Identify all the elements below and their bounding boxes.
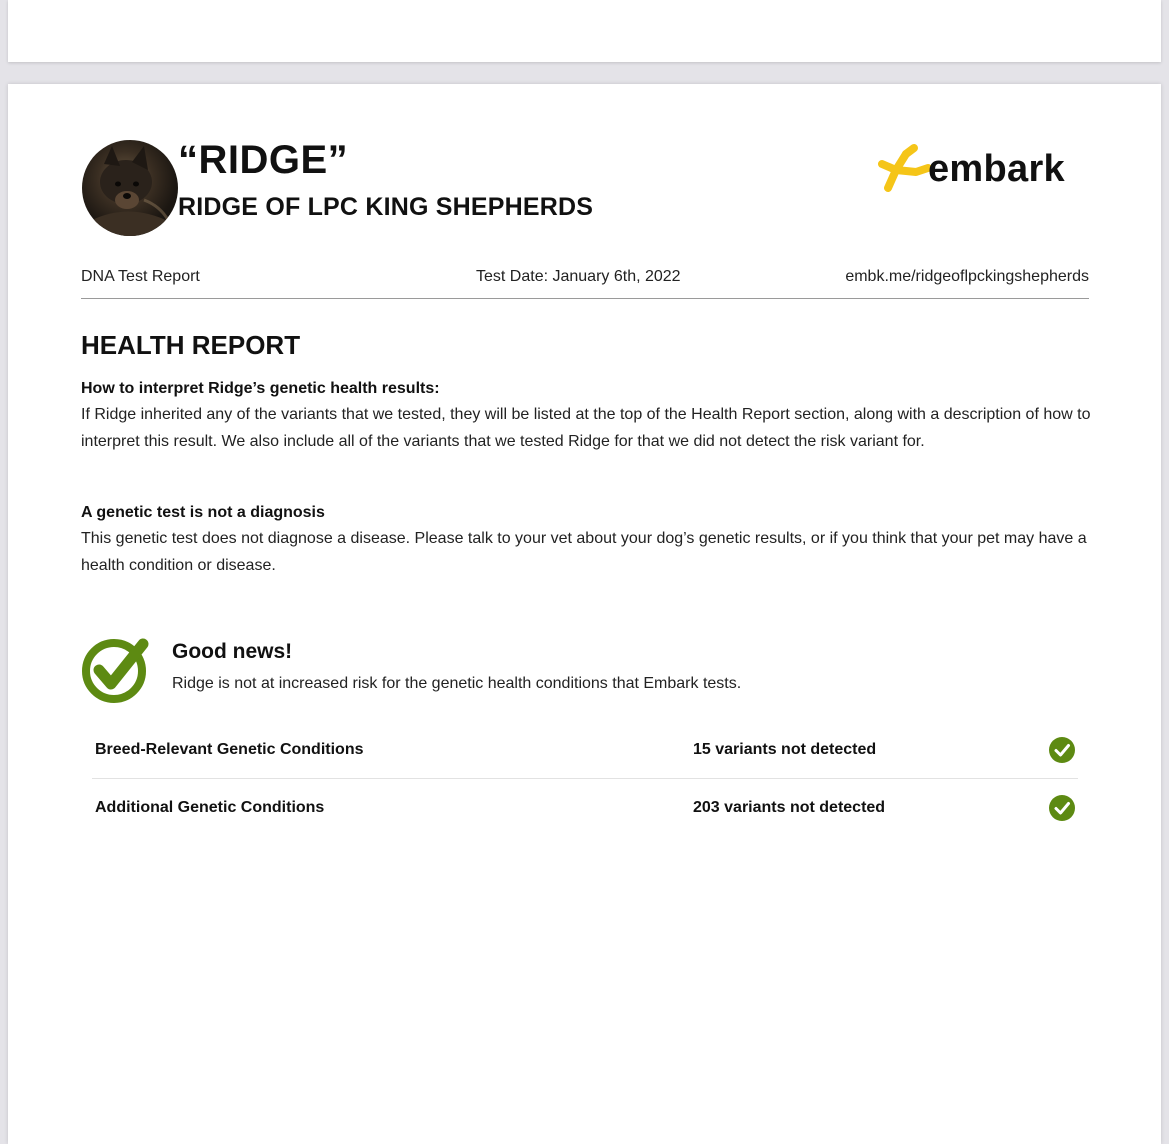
condition-row-additional[interactable] bbox=[92, 780, 1078, 836]
condition-count: 203 variants not detected bbox=[693, 799, 886, 816]
embark-logo-icon bbox=[876, 142, 934, 196]
diagnosis-section bbox=[81, 500, 1091, 579]
report-type: DNA Test Report bbox=[81, 268, 200, 285]
diagnosis-body: This genetic test does not diagnose a disease. Please talk to your vet about your dog’s genetic results, or if you think that your pet may have a health condition or disease. bbox=[81, 530, 1087, 574]
health-report-title: HEALTH REPORT bbox=[81, 330, 301, 360]
interpret-heading: How to interpret Ridge’s genetic health results: bbox=[81, 380, 440, 397]
dog-avatar bbox=[82, 140, 178, 236]
dog-registered-name: RIDGE OF LPC KING SHEPHERDS bbox=[178, 193, 594, 221]
embark-wordmark: embark bbox=[928, 147, 1065, 190]
good-news-title: Good news! bbox=[172, 640, 293, 663]
profile-link[interactable]: embk.me/ridgeoflpckingshepherds bbox=[845, 268, 1089, 285]
interpret-body: If Ridge inherited any of the variants that we tested, they will be listed at the top of the Health Report section, along with a description of how to interpret this result. We also include all of the variants that we tested Ridge for that we did not detect the risk variant for. bbox=[81, 406, 1091, 450]
check-circle-icon bbox=[81, 634, 151, 704]
condition-row-breed-relevant[interactable] bbox=[92, 722, 1078, 779]
embark-logo bbox=[876, 142, 1065, 196]
report-meta-row bbox=[81, 268, 1089, 299]
test-date: Test Date: January 6th, 2022 bbox=[476, 268, 681, 285]
check-circle-icon bbox=[1049, 737, 1075, 763]
condition-label: Additional Genetic Conditions bbox=[95, 799, 325, 816]
good-news-text: Ridge is not at increased risk for the genetic health conditions that Embark tests. bbox=[172, 675, 742, 692]
previous-page-edge bbox=[8, 0, 1161, 62]
diagnosis-heading: A genetic test is not a diagnosis bbox=[81, 504, 325, 521]
interpret-section bbox=[81, 376, 1091, 455]
condition-count: 15 variants not detected bbox=[693, 741, 877, 758]
condition-label: Breed-Relevant Genetic Conditions bbox=[95, 741, 364, 758]
report-page bbox=[8, 84, 1161, 1144]
check-circle-icon bbox=[1049, 795, 1075, 821]
dog-call-name: “RIDGE” bbox=[178, 138, 349, 182]
